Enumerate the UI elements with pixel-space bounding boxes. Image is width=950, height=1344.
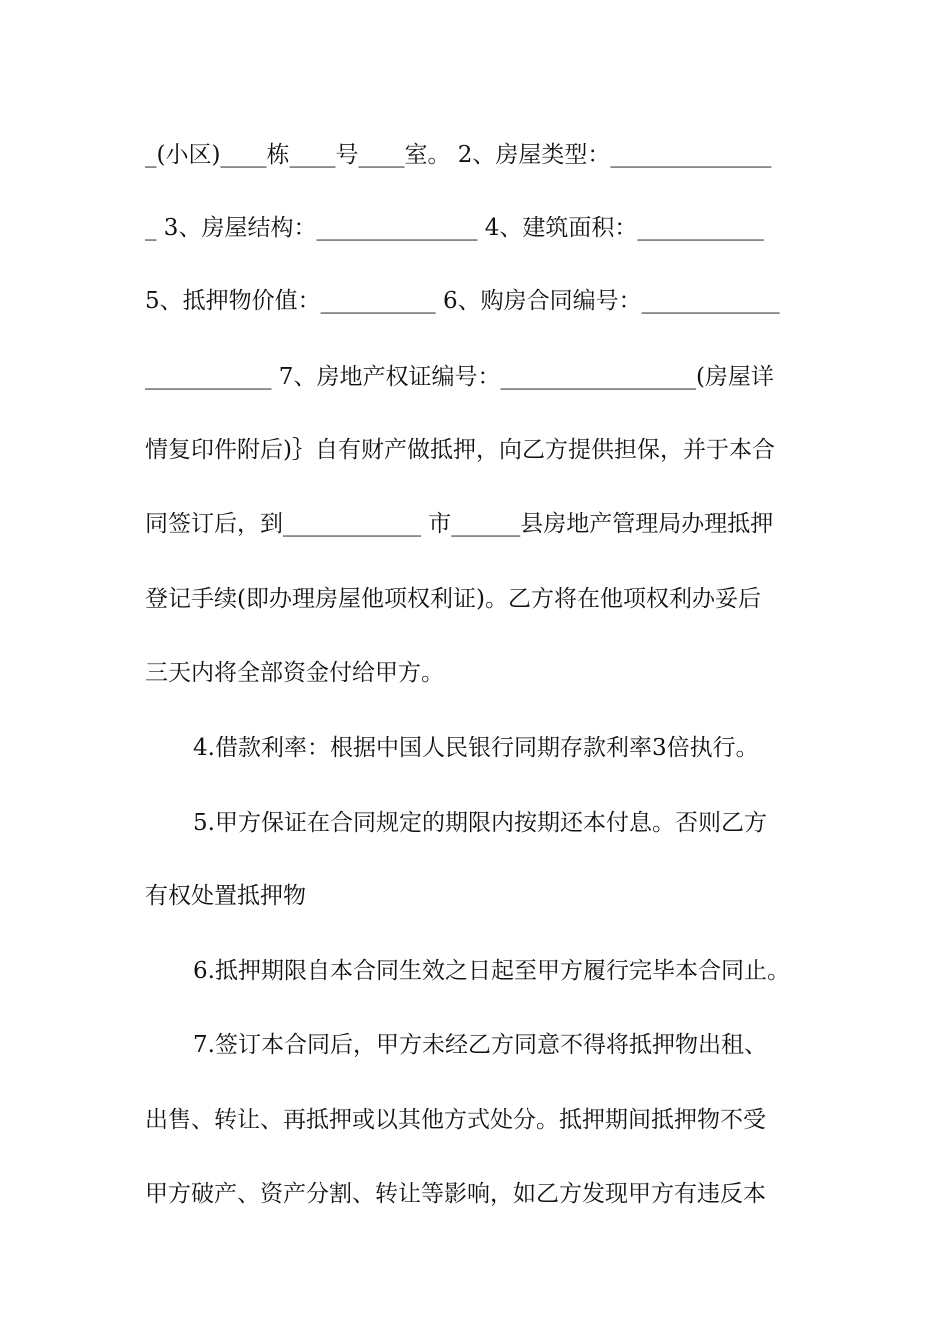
text-line: _(小区)____栋____号____室。 2、房屋类型：______________ xyxy=(145,142,772,168)
text-line: 三天内将全部资金付给甲方。 xyxy=(145,660,444,686)
text-line: ___________ 7、房地产权证编号：_________________(房屋详 xyxy=(145,364,774,390)
text-line: 出售、转让、再抵押或以其他方式处分。抵押期间抵押物不受 xyxy=(145,1107,766,1133)
text-line: 5、抵押物价值：__________ 6、购房合同编号：____________ xyxy=(145,288,780,314)
paragraph-6-line: 6.抵押期限自本合同生效之日起至甲方履行完毕本合同止。 xyxy=(193,958,790,984)
text-line: 同签订后，到____________ 市______县房地产管理局办理抵押 xyxy=(145,511,774,537)
paragraph-5-line: 5.甲方保证在合同规定的期限内按期还本付息。否则乙方 xyxy=(193,810,767,836)
text-line: 登记手续(即办理房屋他项权利证)。乙方将在他项权利办妥后 xyxy=(145,586,761,612)
paragraph-7-line: 7.签订本合同后，甲方未经乙方同意不得将抵押物出租、 xyxy=(193,1032,767,1058)
text-line: 有权处置抵押物 xyxy=(145,883,306,909)
paragraph-4-line: 4.借款利率：根据中国人民银行同期存款利率3倍执行。 xyxy=(193,735,759,761)
text-line: 甲方破产、资产分割、转让等影响，如乙方发现甲方有违反本 xyxy=(145,1181,766,1207)
text-line: 情复印件附后)｝自有财产做抵押，向乙方提供担保，并于本合 xyxy=(145,437,775,463)
text-line: _ 3、房屋结构：______________ 4、建筑面积：___________ xyxy=(145,215,764,241)
